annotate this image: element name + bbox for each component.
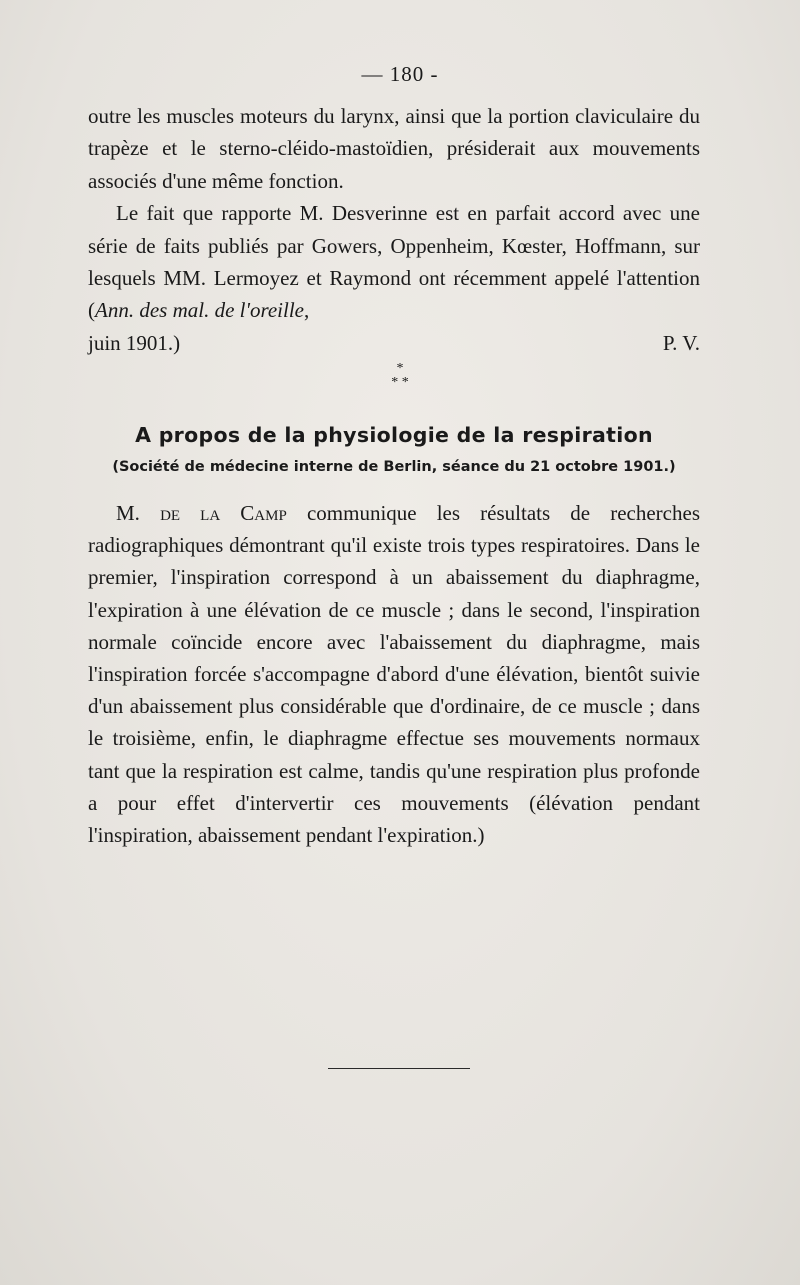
paragraph-continuation: outre les muscles moteurs du larynx, ainsi que la portion claviculaire du trapèze et le sterno-cléido-mastoïdien, présiderait aux mouvements associés d'une même fonction.: [88, 104, 700, 193]
asterism-bottom-stars: * *: [391, 375, 409, 390]
paragraph-desverinne-text: Le fait que rapporte M. Desverinne est en parfait accord avec une série de faits publiés par Gowers, Oppenheim, Kœster, Hoffmann, sur lesquels MM. Lermoyez et Raymond ont récemment appelé l'attention (: [88, 201, 700, 323]
section-body: [88, 497, 700, 851]
paragraph-desverinne: [88, 197, 700, 327]
page-number: — 180 -: [361, 62, 439, 86]
author-prefix: M.: [116, 501, 140, 525]
citation-date: juin 1901.): [88, 330, 181, 355]
author-name: de la Camp: [160, 501, 287, 525]
section-paragraph-text: communique les résultats de recherches radiographiques démontrant qu'il existe trois types respiratoires. Dans le premier, l'inspiration correspond à un abaissement du diaphragme, l'expiration à une élévation de ce muscle ; dans le second, l'inspiration normale coïncide encore avec l'abaissement du diaphragme, mais l'inspiration forcée s'accompagne d'abord d'une élévation, bientôt suivie d'un abaissement plus considérable que d'ordinaire, de ce muscle ; dans le troisième, enfin, le diaphragme effectue ses mouvements normaux tant que la respiration est calme, tandis qu'une respiration plus profonde a pour effet d'intervertir ces mouvements (élévation pendant l'inspiration, abaissement pendant l'expiration.): [88, 501, 700, 848]
section-subtitle: (Société de médecine interne de Berlin, séance du 21 octobre 1901.): [112, 459, 676, 475]
citation-journal: Ann. des mal. de l'oreille: [95, 298, 305, 323]
top-text-block: [88, 100, 700, 359]
signature-initials: P. V.: [662, 330, 700, 355]
asterism-top-star: *: [396, 361, 404, 376]
section-paragraph: [88, 497, 700, 851]
section-title: A propos de la physiologie de la respiration: [135, 423, 653, 447]
closing-rule: [328, 1068, 470, 1069]
date-signature-line: [88, 327, 700, 359]
citation-comma: ,: [304, 298, 310, 323]
